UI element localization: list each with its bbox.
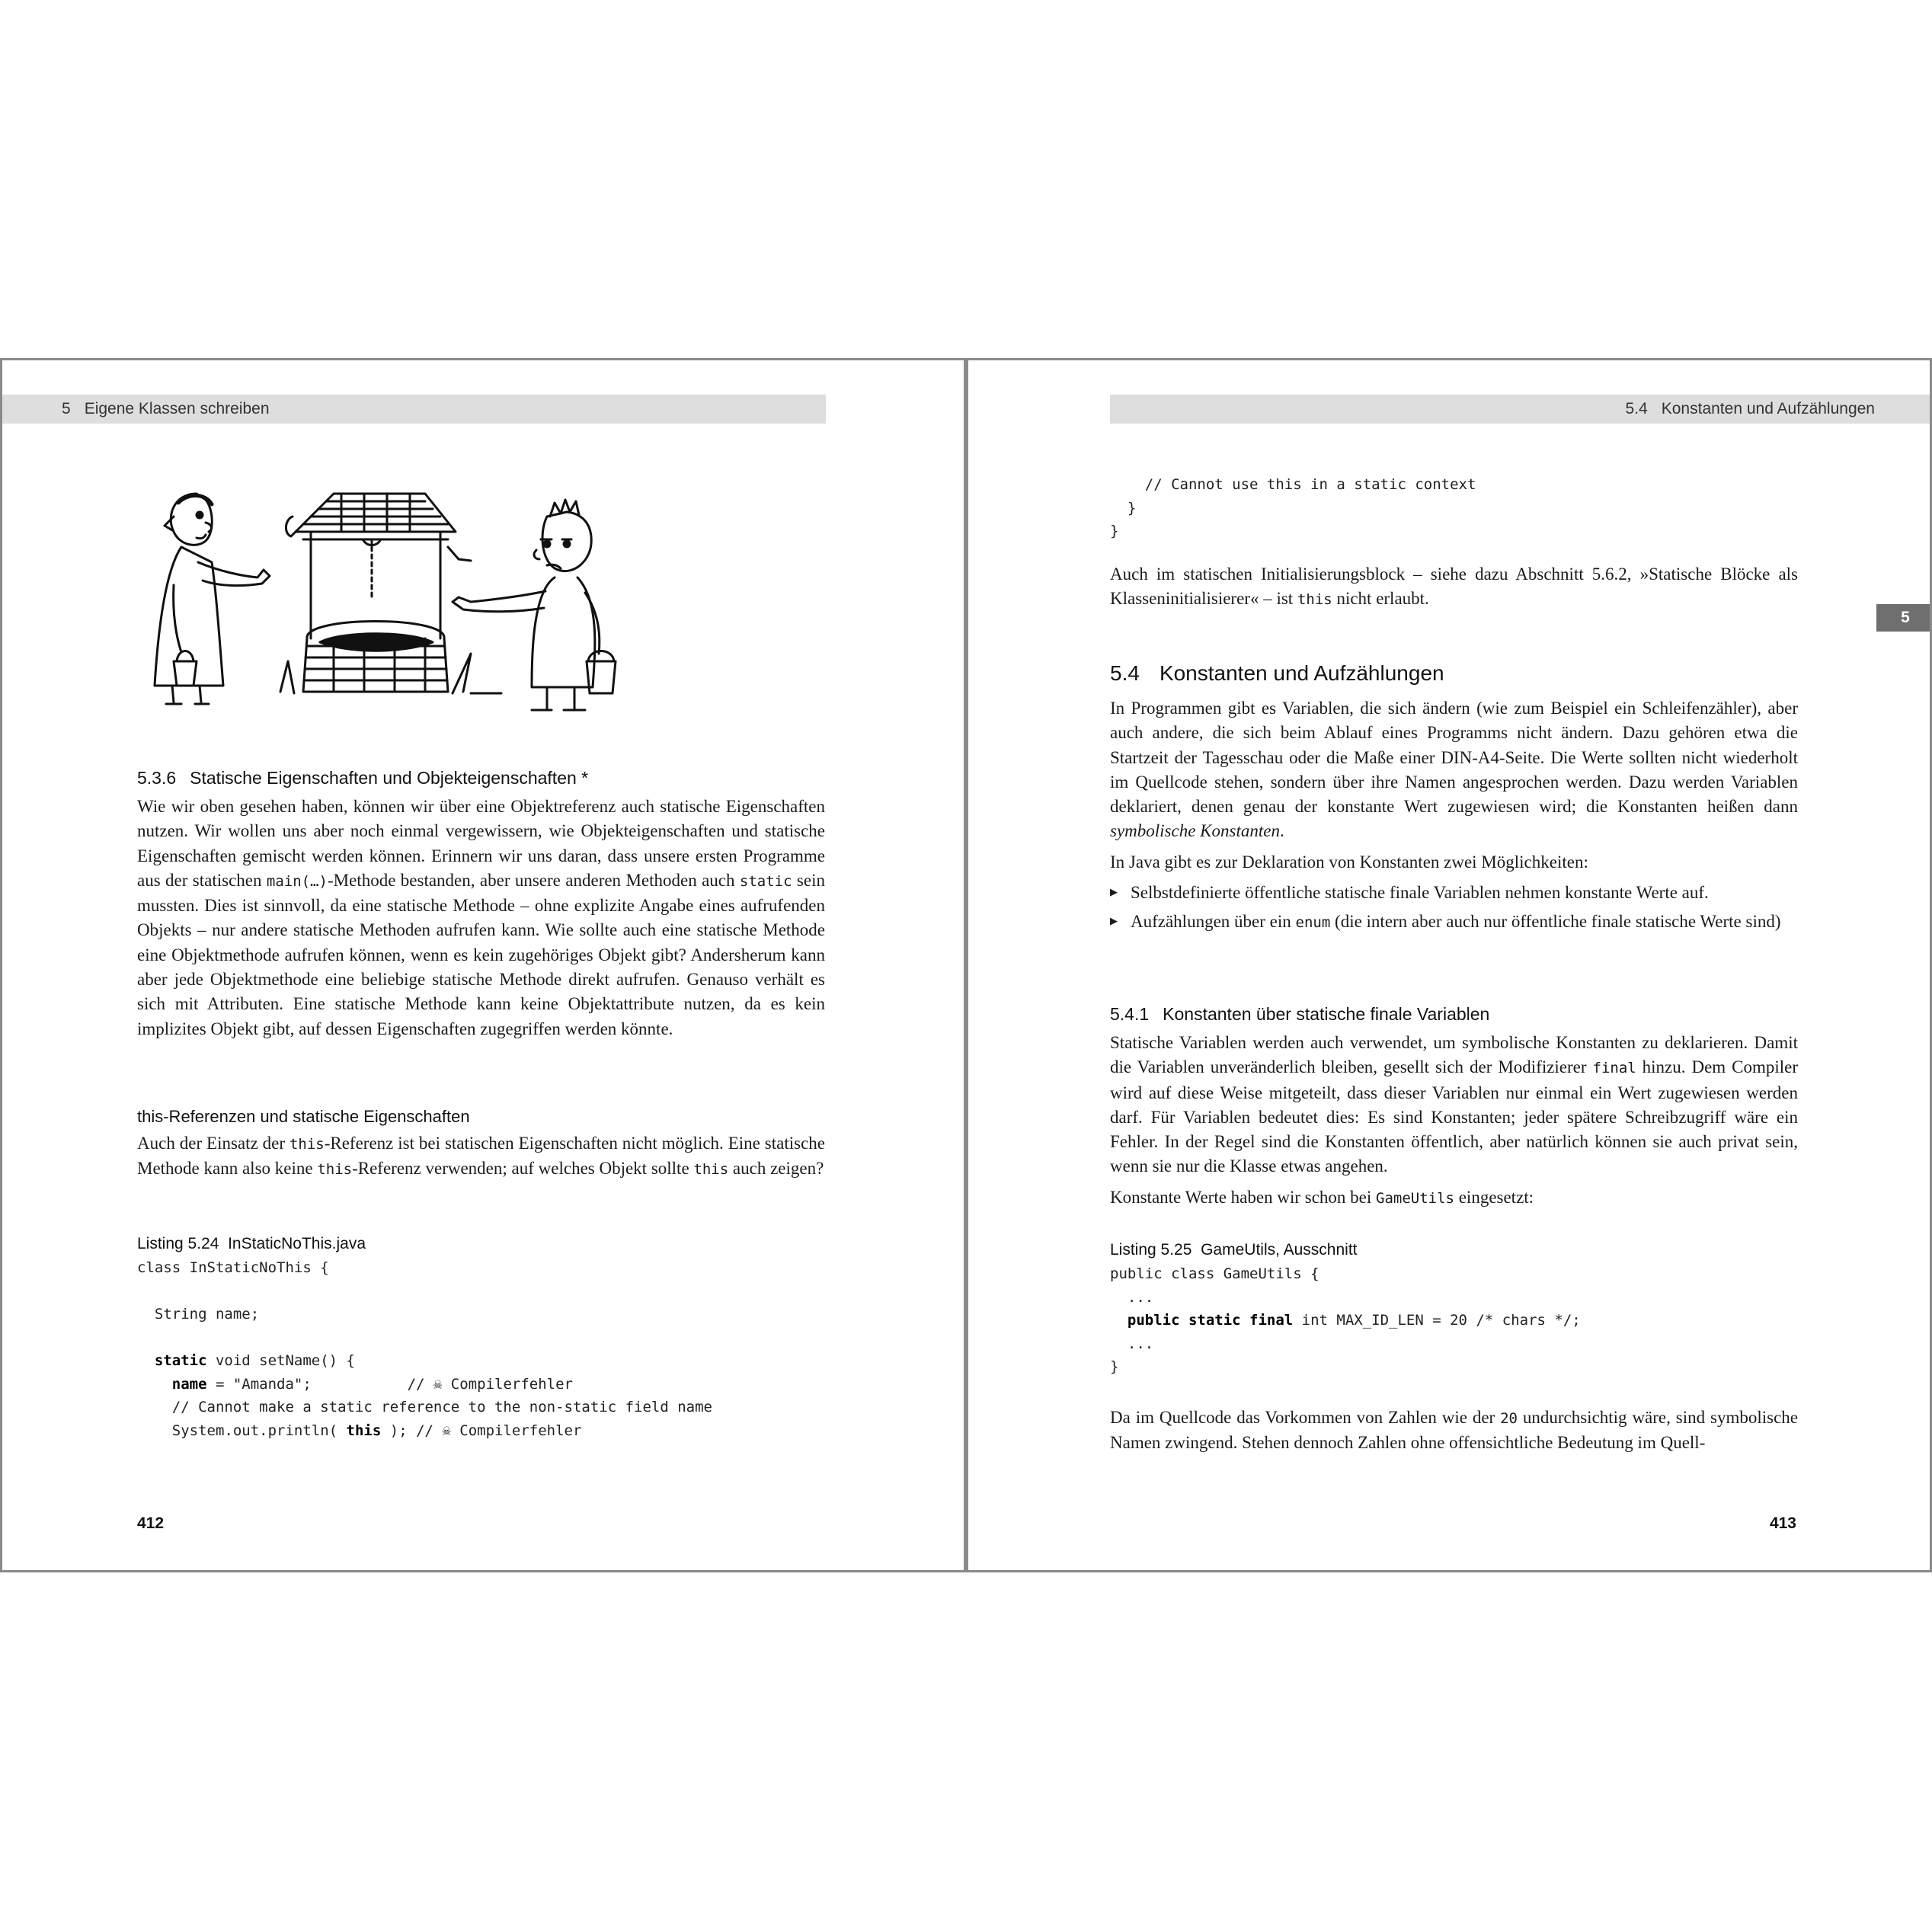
code-line: // Cannot use this in a static context bbox=[1110, 476, 1476, 493]
well-cartoon-illustration bbox=[151, 486, 635, 722]
code-line: public static final int MAX_ID_LEN = 20 /* chars */; bbox=[1110, 1312, 1581, 1329]
code-line: // Cannot make a static reference to the non-static field name bbox=[137, 1399, 712, 1415]
subsection-this-references bbox=[137, 1107, 825, 1182]
section-heading bbox=[1110, 1004, 1798, 1025]
closing-paragraph bbox=[1110, 1406, 1798, 1456]
listing-5-24 bbox=[137, 1235, 825, 1442]
section-5-4 bbox=[1110, 661, 1798, 940]
page-number: 413 bbox=[1769, 1515, 1796, 1532]
paragraph: Wie wir oben gesehen haben, können wir über eine Objektreferenz auch statische Eigenschaften nutzen. Wir wollen uns aber noch einmal vergewissern, wie Objekteigenschaften und statische Eigenschaften gemischt werden können. Erinnern wir uns daran, dass unsere ersten Programme aus der statischen main(…)-Methode bestanden, aber unsere anderen Methoden auch static sein mussten. Dies ist sinnvoll, da eine statische Methode – ohne explizite Angabe eines aufrufenden Objekts – nur andere statische Methoden aufrufen kann. Wie sollte auch eine statische Methode eine Objektmethode aufrufen können, wenn es kein zugehöriges Objekt gibt? Andersherum kann aber jede Objektmethode eine beliebige statische Methode direkt aufrufen. Genauso verhält es sich mit Attributen. Eine statische Methode kann keine Objektattribute nutzen, da es kein implizites Objekt gibt, auf dessen Eigenschaften zugegriffen werden könnte. bbox=[137, 797, 825, 1038]
chapter-thumb-tab: 5 bbox=[1876, 604, 1932, 632]
init-block-paragraph bbox=[1110, 562, 1798, 613]
paragraph: Auch im statischen Initialisierungsblock – siehe dazu Abschnitt 5.6.2, »Statische Blöcke als Klasseninitialisierer« – ist this nicht erlaubt. bbox=[1110, 565, 1798, 609]
paragraph: In Programmen gibt es Variablen, die sich ändern (wie zum Beispiel ein Schleifenzähler), aber auch andere, die sich beim Ablauf eines Programms nicht ändern. Dazu gehören etwa die Startzeit der Tagesschau oder die Maße einer DIN-A4-Seite. Die Werte sollten nicht wiederholt im Quellcode stehen, sondern über ihre Namen angesprochen werden. Dazu werden Variablen deklariert, denen genau der konstante Wert zugewiesen wird; die Konstanten heißen dann symbolische Konstanten. bbox=[1110, 699, 1798, 841]
code-line: ... bbox=[1110, 1335, 1154, 1352]
code-line bbox=[137, 1280, 825, 1303]
section-number: 5.4 bbox=[1625, 400, 1648, 417]
listing-5-25 bbox=[1110, 1241, 1798, 1379]
code-continuation bbox=[1110, 473, 1798, 543]
bullet-list bbox=[1110, 881, 1798, 936]
list-item: ▶ Aufzählungen über ein enum (die intern aber auch nur öffentliche finale statische Werte sind) bbox=[1110, 910, 1798, 935]
section-heading bbox=[137, 768, 825, 788]
paragraph: Auch der Einsatz der this-Referenz ist bei statischen Eigenschaften nicht möglich. Eine statische Methode kann also keine this-Referenz verwenden; auf welches Objekt sollte this auch zeigen? bbox=[137, 1134, 825, 1179]
code-line: System.out.println( this ); // ☠ Compilerfehler bbox=[137, 1422, 582, 1439]
woman-figure bbox=[155, 494, 270, 704]
paragraph: Statische Variablen werden auch verwendet, um symbolische Konstanten zu deklarieren. Damit die Variablen unveränderlich bleiben, gesellt sich der Modifizierer final hinzu. Dem Compiler wird auf diese Weise mitgeteilt, dass dieser Variablen nur einmal ein Wert zugewiesen werden darf. Für Variablen bedeutet dies: Es sind Konstanten; jeder spätere Schreibzugriff wäre ein Fehler. In der Regel sind die Konstanten öffentlich, aber natürlich können sie auch privat sein, wenn sie nur die Klasse etwas angehen. bbox=[1110, 1033, 1798, 1176]
section-number: 5.4.1 bbox=[1110, 1004, 1150, 1024]
subsection-heading: this-Referenzen und statische Eigenschaften bbox=[137, 1107, 470, 1126]
page-number: 412 bbox=[137, 1515, 165, 1532]
code-line: } bbox=[1110, 523, 1119, 539]
code-line: } bbox=[1110, 499, 1137, 517]
paragraph: Da im Quellcode das Vorkommen von Zahlen wie der 20 undurchsichtig wäre, sind symbolische Namen zwingend. Stehen dennoch Zahlen ohne offensichtliche Bedeutung im Quell- bbox=[1110, 1408, 1798, 1453]
chapter-title: Eigene Klassen schreiben bbox=[84, 400, 270, 417]
section-title: Konstanten und Aufzählungen bbox=[1661, 400, 1875, 417]
code-line: } bbox=[1110, 1358, 1119, 1375]
section-number: 5.4 bbox=[1110, 661, 1140, 685]
chapter-number: 5 bbox=[62, 400, 71, 417]
list-item: ▶ Selbstdefinierte öffentliche statische finale Variablen nehmen konstante Werte auf. bbox=[1110, 881, 1798, 905]
section-title: Konstanten und Aufzählungen bbox=[1159, 661, 1444, 685]
section-heading bbox=[1110, 661, 1798, 686]
code-line: static void setName() { bbox=[137, 1352, 355, 1369]
section-title: Statische Eigenschaften und Objekteigenschaften * bbox=[190, 768, 589, 788]
running-header-left bbox=[2, 395, 826, 424]
code-line: class InStaticNoThis { bbox=[137, 1259, 329, 1276]
right-page bbox=[966, 358, 1932, 1572]
code-block bbox=[1110, 473, 1798, 543]
section-5-4-1 bbox=[1110, 1004, 1798, 1211]
code-block bbox=[1110, 1262, 1798, 1379]
left-page bbox=[0, 358, 966, 1572]
code-block bbox=[137, 1256, 825, 1442]
code-line: String name; bbox=[137, 1306, 260, 1323]
code-line: name = "Amanda"; // ☠ Compilerfehler bbox=[137, 1375, 573, 1393]
listing-caption: Listing 5.25 GameUtils, Ausschnitt bbox=[1110, 1241, 1358, 1259]
code-line bbox=[137, 1326, 825, 1350]
section-5-3-6 bbox=[137, 768, 825, 1041]
code-line: public class GameUtils { bbox=[1110, 1265, 1319, 1282]
section-title: Konstanten über statische finale Variablen bbox=[1163, 1004, 1490, 1024]
running-header-right bbox=[1110, 395, 1932, 424]
man-figure bbox=[453, 500, 616, 710]
section-number: 5.3.6 bbox=[137, 768, 177, 788]
paragraph: In Java gibt es zur Deklaration von Konstanten zwei Möglichkeiten: bbox=[1110, 852, 1588, 872]
well-figure bbox=[280, 494, 501, 693]
code-line: ... bbox=[1110, 1288, 1154, 1306]
listing-caption: Listing 5.24 InStaticNoThis.java bbox=[137, 1235, 366, 1252]
paragraph: Konstante Werte haben wir schon bei GameUtils eingesetzt: bbox=[1110, 1187, 1534, 1207]
